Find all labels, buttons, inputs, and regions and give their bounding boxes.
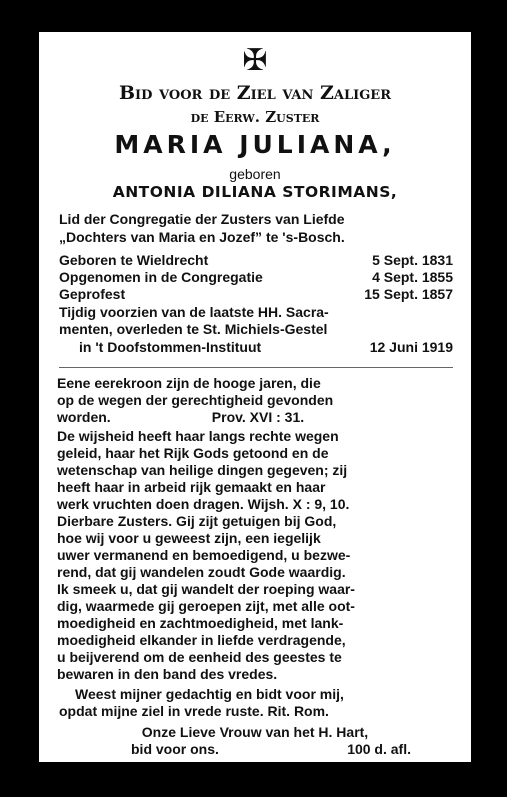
death-line-2: menten, overleden te St. Michiels-Gestel — [59, 321, 328, 337]
indulgence: 100 d. afl. — [347, 741, 411, 757]
quote-line: opdat mijne ziel in vrede ruste. Rit. Rom. — [59, 703, 329, 719]
death-line-3 — [79, 339, 453, 356]
born-label: geboren — [229, 166, 281, 182]
quote-line: worden. Prov. XVI : 31. — [57, 409, 305, 425]
quote-line: Ik smeek u, dat gij wandelt der roeping waar- — [57, 581, 355, 597]
congregation-line-2: „Dochters van Maria en Jozef” te 's-Bosch. — [59, 229, 345, 245]
admitted-date: 4 Sept. 1855 — [372, 269, 453, 285]
born-row — [59, 252, 453, 269]
quote-line: moedigheid elkander in liefde verdragende, — [57, 632, 346, 648]
professed-label: Geprofest — [59, 286, 126, 302]
quote-ritual — [59, 686, 455, 720]
born-place: Geboren te Wieldrecht — [59, 252, 209, 268]
quote-line: wetenschap van heilige dingen gegeven; zij — [57, 462, 348, 478]
cross-icon: ✠ — [242, 43, 268, 78]
quote-line: geleid, haar het Rijk Gods getoond en de — [57, 445, 329, 461]
quote-line: bewaren in den band des vredes. — [57, 666, 278, 682]
quote-line: heeft haar in arbeid rijk gemaakt en haar — [57, 479, 326, 495]
quote-line: Dierbare Zusters. Gij zijt getuigen bij God, — [57, 513, 337, 529]
quote-line: hoe wij voor u geweest zijn, een iegelijk — [57, 530, 321, 546]
death-place: in 't Doofstommen-Instituut — [79, 339, 262, 355]
congregation-line-1: Lid der Congregatie der Zusters van Liefde — [59, 211, 345, 227]
footer-prayer: bid voor ons. — [131, 741, 219, 757]
quote-wisdom — [57, 428, 455, 513]
professed-row — [59, 286, 453, 303]
admitted-row — [59, 269, 453, 286]
footer-invocation: Onze Lieve Vrouw van het H. Hart, — [141, 724, 369, 740]
born-date: 5 Sept. 1831 — [372, 252, 453, 268]
quote-line: uwer vermanend en bemoedigend, u bezwe- — [57, 547, 351, 563]
death-date: 12 Juni 1919 — [369, 339, 453, 355]
quote-line: Eene eerekroon zijn de hooge jaren, die — [57, 375, 321, 391]
quote-ephesians — [57, 513, 455, 683]
heading-prayer: Bid voor de Ziel van Zaliger — [118, 82, 392, 104]
birth-name: ANTONIA DILIANA STORIMANS, — [112, 183, 398, 201]
quote-line: moedigheid en zachtmoedigheid, met lank- — [57, 615, 344, 631]
death-line-1: Tijdig voorzien van de laatste HH. Sacra- — [59, 304, 329, 320]
quote-line: op de wegen der gerechtigheid gevonden — [57, 392, 334, 408]
quote-line: werk vruchten doen dragen. Wijsh. X : 9, 10. — [57, 496, 350, 512]
quote-line: De wijsheid heeft haar langs rechte wegen — [57, 428, 339, 444]
quote-line: dig, waarmede gij geroepen zijt, met alle oot- — [57, 598, 355, 614]
heading-title: de Eerw. Zuster — [190, 108, 320, 126]
religious-name: MARIA JULIANA, — [114, 130, 396, 159]
quote-line: Weest mijner gedachtig en bidt voor mij, — [75, 686, 344, 702]
quote-proverbs — [57, 375, 455, 426]
admitted-label: Opgenomen in de Congregatie — [59, 269, 263, 285]
professed-date: 15 Sept. 1857 — [364, 286, 453, 302]
divider — [59, 367, 453, 368]
quote-line: rend, dat gij wandelen zoudt Gode waardig. — [57, 564, 346, 580]
quote-line: u beijverend om de eenheid des geestes te — [57, 649, 342, 665]
prayer-card — [39, 32, 471, 762]
footer-line-2 — [131, 741, 411, 757]
